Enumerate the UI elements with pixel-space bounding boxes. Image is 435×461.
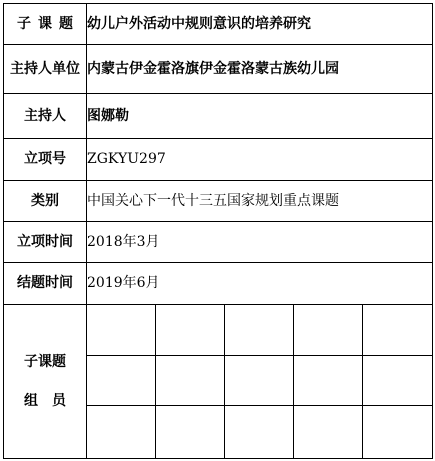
subtopic-value: 幼儿户外活动中规则意识的培养研究: [87, 4, 433, 45]
row-end-date: [4, 263, 433, 305]
member-cell: [87, 406, 156, 459]
member-cell: [363, 305, 433, 356]
row-host-unit: [4, 45, 433, 94]
member-cell: [225, 406, 294, 459]
project-number-value: ZGKYU297: [87, 139, 433, 181]
member-cell: [156, 305, 225, 356]
start-date-value: 2018年3月: [87, 222, 433, 263]
end-date-label: 结题时间: [4, 263, 87, 305]
project-number-label: 立项号: [4, 139, 87, 181]
member-cell: [87, 305, 156, 356]
member-cell: [87, 356, 156, 406]
row-project-number: [4, 139, 433, 181]
members-label: [4, 305, 87, 459]
member-cell: [294, 406, 363, 459]
row-host: [4, 94, 433, 139]
member-cell: [156, 356, 225, 406]
member-cell: [363, 356, 433, 406]
start-date-label: 立项时间: [4, 222, 87, 263]
category-label: 类别: [4, 181, 87, 222]
end-date-value: 2019年6月: [87, 263, 433, 305]
row-subtopic: [4, 4, 433, 45]
members-label-line2: 组员: [24, 392, 80, 409]
category-value: 中国关心下一代十三五国家规划重点课题: [87, 181, 433, 222]
host-unit-label: 主持人单位: [4, 45, 87, 94]
project-info-table: [3, 3, 433, 459]
subtopic-label: 子课题: [4, 4, 87, 45]
host-unit-value: 内蒙古伊金霍洛旗伊金霍洛蒙古族幼儿园: [87, 45, 433, 94]
member-cell: [156, 406, 225, 459]
member-cell: [363, 406, 433, 459]
member-cell: [225, 356, 294, 406]
host-label: 主持人: [4, 94, 87, 139]
row-category: [4, 181, 433, 222]
host-value: 图娜勒: [87, 94, 433, 139]
member-cell: [294, 305, 363, 356]
row-start-date: [4, 222, 433, 263]
member-cell: [294, 356, 363, 406]
members-label-line1: 子课题: [24, 353, 66, 370]
members-row: [4, 305, 433, 356]
member-cell: [225, 305, 294, 356]
